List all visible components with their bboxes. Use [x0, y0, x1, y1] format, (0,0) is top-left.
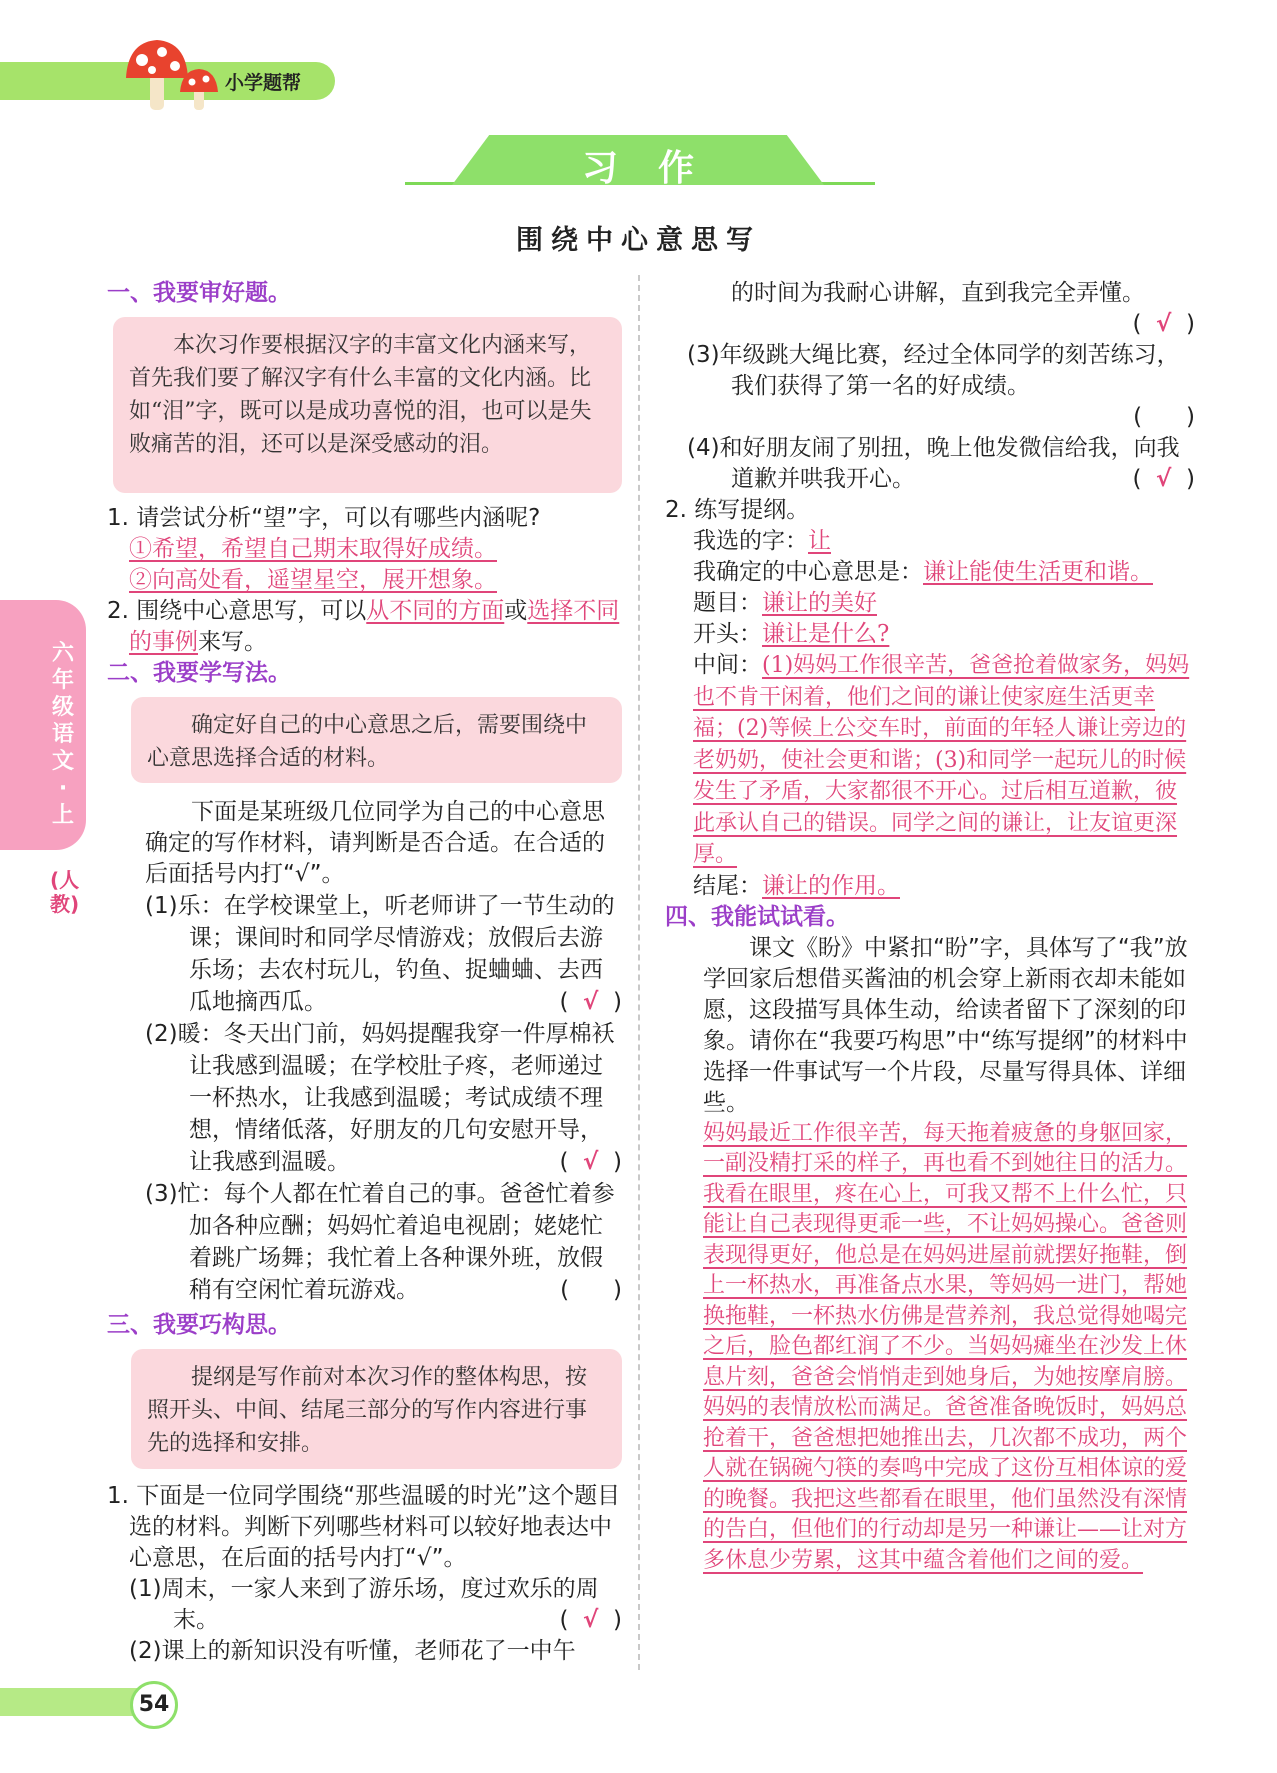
question-3-1: 1. 下面是一位同学围绕“那些温暖的时光”这个题目选的材料。判断下列哪些材料可以较好地表达中心意思，在后面的括号内打“√”。	[107, 1483, 621, 1571]
material-item: (3)忙：每个人都在忙着自己的事。爸爸忙着参加各种应酬；妈妈忙着追电视剧；姥姥忙着跳广场舞；我忙着上各种课外班，放假稍有空闲忙着玩游戏。 ( )	[107, 1178, 622, 1306]
answer-paren: ( √ )	[559, 989, 622, 1015]
question-2: 2. 围绕中心意思写，可以从不同的方面或选择不同的事例来写。	[107, 598, 620, 655]
material-item: (1)乐：在学校课堂上，听老师讲了一节生动的课；课间时和同学尽情游戏；放假后去游乐场；去农村玩儿，钓鱼、捉蛐蛐、去西瓜地摘西瓜。 ( √ )	[107, 890, 622, 1018]
right-column	[665, 278, 1195, 1576]
outline-start: 开头：谦让是什么?	[693, 621, 890, 647]
outline-center: 我确定的中心意思是：谦让能使生活更和谐。	[693, 559, 1153, 585]
answer-paren: ( √ )	[1132, 311, 1195, 337]
answer-1a: ①希望，希望自己期末取得好成绩。	[129, 536, 497, 562]
material-item: (3)年级跳大绳比赛，经过全体同学的刻苦练习，我们获得了第一名的好成绩。 ( )	[665, 340, 1195, 433]
task-paragraph: 课文《盼》中紧扣“盼”字，具体写了“我”放学回家后想借买酱油的机会穿上新雨衣却未能如愿，这段描写具体生动，给读者留下了深刻的印象。请你在“我要巧构思”中“练写提纲”的材料中选择一件事试写一个片段，尽量写得具体、详细些。	[703, 934, 1188, 1116]
outline-char: 我选的字：让	[693, 528, 831, 554]
outline-middle: 中间：(1)妈妈工作很辛苦，爸爸抢着做家务，妈妈也不肯干闲着，他们之间的谦让使家庭生活更幸福；(2)等候上公交车时，前面的年轻人谦让旁边的老奶奶，使社会更和谐；(3)和同学一起玩儿的时候发生了矛盾，大家都很不开心。过后相互道歉，彼此承认自己的错误。同学之间的谦让，让友谊更深厚。	[693, 652, 1190, 867]
question-3-2: 2. 练写提纲。	[665, 497, 810, 523]
material-item: (1)周末，一家人来到了游乐场，度过欢乐的周末。 ( √ )	[107, 1574, 622, 1636]
tip-box-1: 本次习作要根据汉字的丰富文化内涵来写，首先我们要了解汉字有什么丰富的文化内涵。比如“泪”字，既可以是成功喜悦的泪，也可以是失败痛苦的泪，还可以是深受感动的泪。	[113, 317, 622, 493]
grade-label: 六年级语文·上	[51, 641, 74, 828]
tip-box-3: 提纲是写作前对本次习作的整体构思，按照开头、中间、结尾三部分的写作内容进行事先的选择和安排。	[131, 1349, 622, 1469]
page-subtitle: 围绕中心意思写	[516, 225, 761, 256]
section-title: 习作	[581, 148, 734, 189]
left-column	[107, 278, 622, 1667]
edition-label: (人教)	[50, 868, 80, 916]
section-heading-1: 一、我要审好题。	[107, 280, 291, 306]
section-heading-4: 四、我能试试看。	[665, 903, 849, 930]
answer-2b: 选择不同的事例	[129, 598, 620, 655]
material-item-cont: 的时间为我耐心讲解，直到我完全弄懂。 ( √ )	[665, 278, 1195, 340]
material-item: (2)暖：冬天出门前，妈妈提醒我穿一件厚棉袄让我感到温暖；在学校肚子疼，老师递过一杯热水，让我感到温暖；考试成绩不理想，情绪低落，好朋友的几句安慰开导，让我感到温暖。 ( √ )	[107, 1018, 622, 1178]
mushroom-icon	[120, 36, 230, 116]
tip-box-2: 确定好自己的中心意思之后，需要围绕中心意思选择合适的材料。	[131, 697, 622, 783]
answer-paren: ( √ )	[559, 1149, 622, 1175]
column-divider	[638, 275, 640, 1670]
material-item: (2)课上的新知识没有听懂，老师花了一中午	[129, 1638, 576, 1664]
answer-paren: ( )	[560, 1277, 622, 1303]
material-item: (4)和好朋友闹了别扭，晚上他发微信给我，向我道歉并哄我开心。 ( √ )	[665, 433, 1195, 495]
section-heading-3: 三、我要巧构思。	[107, 1312, 291, 1338]
answer-2a: 从不同的方面	[366, 598, 505, 624]
sample-essay: 妈妈最近工作很辛苦，每天拖着疲惫的身躯回家，一副没精打采的样子，再也看不到她往日的活力。我看在眼里，疼在心上，可我又帮不上什么忙，只能让自己表现得更乖一些，不让妈妈操心。爸爸则表现得更好，他总是在妈妈进屋前就摆好拖鞋，倒上一杯热水，再准备点水果，等妈妈一进门，帮她换拖鞋，一杯热水仿佛是营养剂，我总觉得她喝完之后，脸色都红润了不少。当妈妈瘫坐在沙发上休息片刻，爸爸会悄悄走到她身后，为她按摩肩膀。妈妈的表情放松而满足。爸爸准备晚饭时，妈妈总抢着干，爸爸想把她推出去，几次都不成功，两个人就在锅碗勺筷的奏鸣中完成了这份互相体谅的爱的晚餐。我把这些都看在眼里，他们虽然没有深情的告白，但他们的行动却是另一种谦让——让对方多休息少劳累，这其中蕴含着他们之间的爱。	[703, 1120, 1188, 1573]
outline-end: 结尾：谦让的作用。	[693, 872, 900, 899]
brand-name: 小学题帮	[225, 72, 302, 94]
answer-paren: ( )	[1133, 404, 1195, 430]
intro-paragraph: 下面是某班级几位同学为自己的中心意思确定的写作材料，请判断是否合适。在合适的后面括号内打“√”。	[145, 799, 605, 887]
answer-line	[107, 534, 622, 565]
answer-1b: ②向高处看，遥望星空，展开想象。	[129, 567, 497, 593]
answer-paren: ( √ )	[1132, 466, 1195, 492]
outline-title: 题目：谦让的美好	[693, 590, 877, 616]
question-1: 1. 请尝试分析“望”字，可以有哪些内涵呢?	[107, 505, 541, 531]
page-number: 54	[130, 1681, 178, 1729]
answer-paren: ( √ )	[559, 1607, 622, 1633]
answer-line	[107, 565, 622, 596]
section-heading-2: 二、我要学写法。	[107, 660, 291, 686]
